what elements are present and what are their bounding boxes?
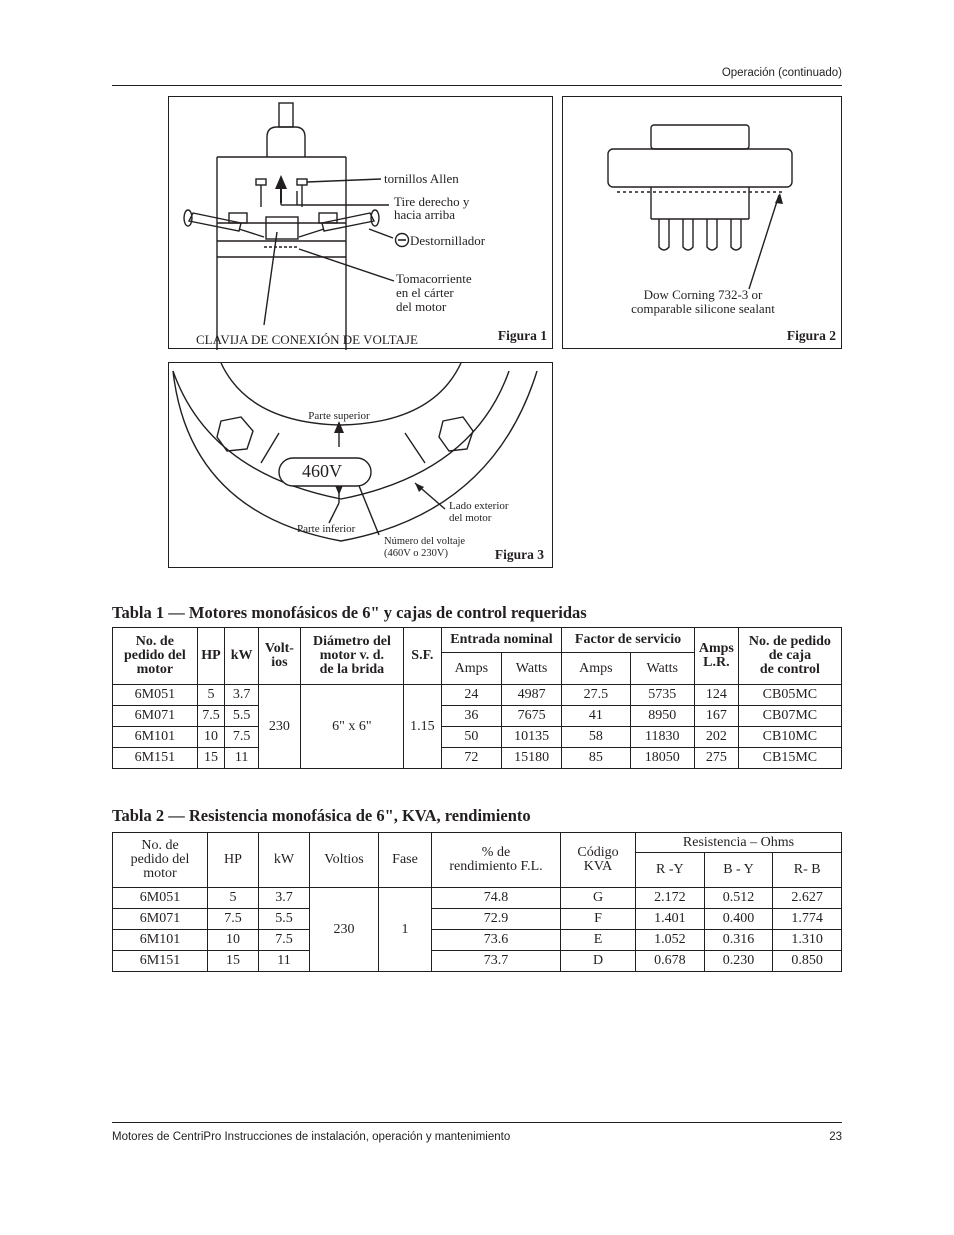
table-2-title: Tabla 2 — Resistencia monofásica de 6", KVA, rendimiento	[112, 806, 531, 825]
t2-header-kva-l2: KVA	[583, 859, 613, 874]
cell-lr-amps: 202	[694, 727, 738, 748]
footer-text: Motores de CentriPro Instrucciones de instalación, operación y mantenimiento	[112, 1131, 511, 1143]
figure-3-caption: Figura 3	[494, 547, 544, 562]
cell-rb: 1.774	[773, 909, 842, 930]
label-screwdriver: Destornillador	[410, 233, 486, 248]
label-socket-line-2: en el cárter	[396, 285, 454, 300]
t2-header-ry: R -Y	[636, 853, 705, 888]
t1-header-box-l1: No. de pedido	[748, 634, 831, 649]
cell-hp: 15	[197, 748, 225, 769]
cell-kw: 11	[225, 748, 259, 769]
table-1-title: Tabla 1 — Motores monofásicos de 6" y cajas de control requeridas	[112, 603, 587, 622]
label-bottom: Parte inferior	[297, 523, 356, 535]
cell-kw: 5.5	[259, 909, 310, 930]
cell-by: 0.400	[704, 909, 773, 930]
cell-control-box: CB05MC	[738, 685, 841, 706]
table-1	[112, 627, 842, 769]
cell-control-box: CB07MC	[738, 706, 841, 727]
t1-header-input-amps: Amps	[441, 653, 501, 685]
cell-by: 0.512	[704, 888, 773, 909]
cell-control-box: CB15MC	[738, 748, 841, 769]
t1-header-lr-l2: L.R.	[703, 655, 730, 670]
t2-header-eff-l2: rendimiento F.L.	[449, 859, 543, 874]
t1-header-kw: kW	[225, 628, 259, 685]
cell-input-amps: 72	[441, 748, 501, 769]
t1-header-lr-l1: Amps	[698, 641, 734, 656]
cell-service-amps: 85	[562, 748, 630, 769]
cell-voltage: 230	[258, 685, 300, 769]
cell-kva: F	[561, 909, 636, 930]
t1-header-control-box	[738, 628, 841, 685]
t2-header-resistance: Resistencia – Ohms	[636, 833, 842, 853]
figure-1-caption: Figura 1	[497, 328, 547, 343]
t1-header-input-watts: Watts	[501, 653, 561, 685]
cell-flange: 6" x 6"	[300, 685, 403, 769]
label-outside-line-1: Lado exterior	[449, 500, 509, 512]
t2-header-by: B - Y	[704, 853, 773, 888]
t1-header-lr	[694, 628, 738, 685]
section-header: Operación (continuado)	[721, 67, 842, 79]
t2-header-phase: Fase	[379, 833, 432, 888]
t1-header-flange-l3: de la brida	[319, 662, 385, 677]
cell-model: 6M071	[113, 706, 198, 727]
cell-model: 6M151	[113, 748, 198, 769]
t1-header-service-watts: Watts	[630, 653, 694, 685]
cell-hp: 10	[208, 930, 259, 951]
t1-header-order	[113, 628, 198, 685]
label-voltage-number-2: (460V o 230V)	[384, 548, 448, 559]
figure-2	[562, 96, 842, 349]
cell-lr-amps: 124	[694, 685, 738, 706]
cell-service-amps: 27.5	[562, 685, 630, 706]
cell-model: 6M101	[113, 930, 208, 951]
t1-header-input: Entrada nominal	[441, 628, 561, 653]
header-rule	[112, 85, 842, 86]
cell-kva: G	[561, 888, 636, 909]
t1-header-box-l3: de control	[759, 662, 820, 677]
t1-header-box-l2: de caja	[768, 648, 812, 663]
cell-rb: 1.310	[773, 930, 842, 951]
t1-header-voltage-l1: Volt-	[264, 641, 294, 656]
label-outside-line-2: del motor	[449, 512, 492, 524]
cell-rb: 0.850	[773, 951, 842, 972]
cell-hp: 7.5	[208, 909, 259, 930]
table-row	[113, 951, 842, 972]
table-row	[113, 685, 842, 706]
cell-kva: E	[561, 930, 636, 951]
table-row	[113, 727, 842, 748]
t1-header-order-l3: motor	[136, 662, 174, 677]
figure-3-drawing	[169, 363, 554, 569]
cell-kw: 3.7	[259, 888, 310, 909]
t1-header-sf: S.F.	[403, 628, 441, 685]
label-sealant-line-2: comparable silicone sealant	[631, 301, 775, 316]
t1-header-service: Factor de servicio	[562, 628, 695, 653]
cell-service-watts: 5735	[630, 685, 694, 706]
cell-ry: 1.052	[636, 930, 705, 951]
t2-header-kva	[561, 833, 636, 888]
cell-service-watts: 11830	[630, 727, 694, 748]
t1-header-order-l1: No. de	[135, 634, 174, 649]
footer-rule	[112, 1122, 842, 1123]
cell-kw: 3.7	[225, 685, 259, 706]
page-number: 23	[829, 1131, 842, 1143]
cell-service-amps: 58	[562, 727, 630, 748]
cell-input-amps: 24	[441, 685, 501, 706]
table-row	[113, 706, 842, 727]
cell-input-watts: 10135	[501, 727, 561, 748]
table-row	[113, 888, 842, 909]
t2-header-order	[113, 833, 208, 888]
figure-2-drawing	[563, 97, 843, 350]
cell-hp: 7.5	[197, 706, 225, 727]
cell-model: 6M051	[113, 888, 208, 909]
t1-header-order-l2: pedido del	[123, 648, 186, 663]
cell-model: 6M101	[113, 727, 198, 748]
cell-efficiency: 72.9	[432, 909, 561, 930]
t2-header-hp: HP	[208, 833, 259, 888]
cell-service-amps: 41	[562, 706, 630, 727]
t2-header-order-l1: No. de	[141, 838, 179, 853]
cell-control-box: CB10MC	[738, 727, 841, 748]
t1-header-hp: HP	[197, 628, 225, 685]
cell-hp: 5	[208, 888, 259, 909]
figure-2-caption: Figura 2	[786, 328, 836, 343]
cell-input-amps: 36	[441, 706, 501, 727]
cell-hp: 10	[197, 727, 225, 748]
cell-input-watts: 4987	[501, 685, 561, 706]
cell-efficiency: 73.6	[432, 930, 561, 951]
voltage-number: 460V	[302, 461, 342, 481]
label-pull-line-1: Tire derecho y	[394, 194, 470, 209]
t2-header-order-l3: motor	[143, 866, 177, 881]
cell-lr-amps: 167	[694, 706, 738, 727]
t1-header-flange	[300, 628, 403, 685]
cell-model: 6M151	[113, 951, 208, 972]
cell-input-watts: 15180	[501, 748, 561, 769]
t1-header-flange-l2: motor v. d.	[319, 648, 385, 663]
t1-header-voltage-l2: ios	[271, 655, 288, 670]
t2-header-eff-l1: % de	[481, 845, 511, 860]
t2-header-kw: kW	[259, 833, 310, 888]
figure-3	[168, 362, 553, 568]
cell-rb: 2.627	[773, 888, 842, 909]
cell-model: 6M051	[113, 685, 198, 706]
label-allen-screws: tornillos Allen	[384, 171, 459, 186]
t2-header-efficiency	[432, 833, 561, 888]
cell-service-watts: 8950	[630, 706, 694, 727]
figure-1	[168, 96, 553, 349]
t1-header-flange-l1: Diámetro del	[312, 634, 391, 649]
cell-input-amps: 50	[441, 727, 501, 748]
label-voltage-number-1: Número del voltaje	[384, 536, 466, 547]
cell-sf: 1.15	[403, 685, 441, 769]
cell-model: 6M071	[113, 909, 208, 930]
cell-kw: 7.5	[225, 727, 259, 748]
t1-header-voltage	[258, 628, 300, 685]
label-top: Parte superior	[308, 410, 370, 422]
cell-input-watts: 7675	[501, 706, 561, 727]
cell-efficiency: 74.8	[432, 888, 561, 909]
cell-ry: 2.172	[636, 888, 705, 909]
figure-1-drawing	[169, 97, 554, 350]
t2-header-rb: R- B	[773, 853, 842, 888]
cell-ry: 1.401	[636, 909, 705, 930]
t1-header-service-amps: Amps	[562, 653, 630, 685]
cell-ry: 0.678	[636, 951, 705, 972]
cell-kw: 7.5	[259, 930, 310, 951]
table-2	[112, 832, 842, 972]
cell-hp: 15	[208, 951, 259, 972]
cell-hp: 5	[197, 685, 225, 706]
cell-efficiency: 73.7	[432, 951, 561, 972]
table-row	[113, 748, 842, 769]
cell-phase: 1	[379, 888, 432, 972]
cell-kva: D	[561, 951, 636, 972]
cell-by: 0.316	[704, 930, 773, 951]
label-voltage-plug: CLAVIJA DE CONEXIÓN DE VOLTAJE	[196, 332, 418, 347]
t2-header-kva-l1: Código	[577, 845, 619, 860]
t2-header-volts: Voltios	[310, 833, 379, 888]
label-socket-line-3: del motor	[396, 299, 447, 314]
table-row	[113, 909, 842, 930]
table-row	[113, 930, 842, 951]
cell-service-watts: 18050	[630, 748, 694, 769]
label-sealant-line-1: Dow Corning 732-3 or	[643, 287, 763, 302]
cell-kw: 11	[259, 951, 310, 972]
cell-lr-amps: 275	[694, 748, 738, 769]
label-socket-line-1: Tomacorriente	[396, 271, 472, 286]
t2-header-order-l2: pedido del	[130, 852, 190, 867]
cell-voltage: 230	[310, 888, 379, 972]
label-pull-line-2: hacia arriba	[394, 207, 455, 222]
cell-kw: 5.5	[225, 706, 259, 727]
cell-by: 0.230	[704, 951, 773, 972]
